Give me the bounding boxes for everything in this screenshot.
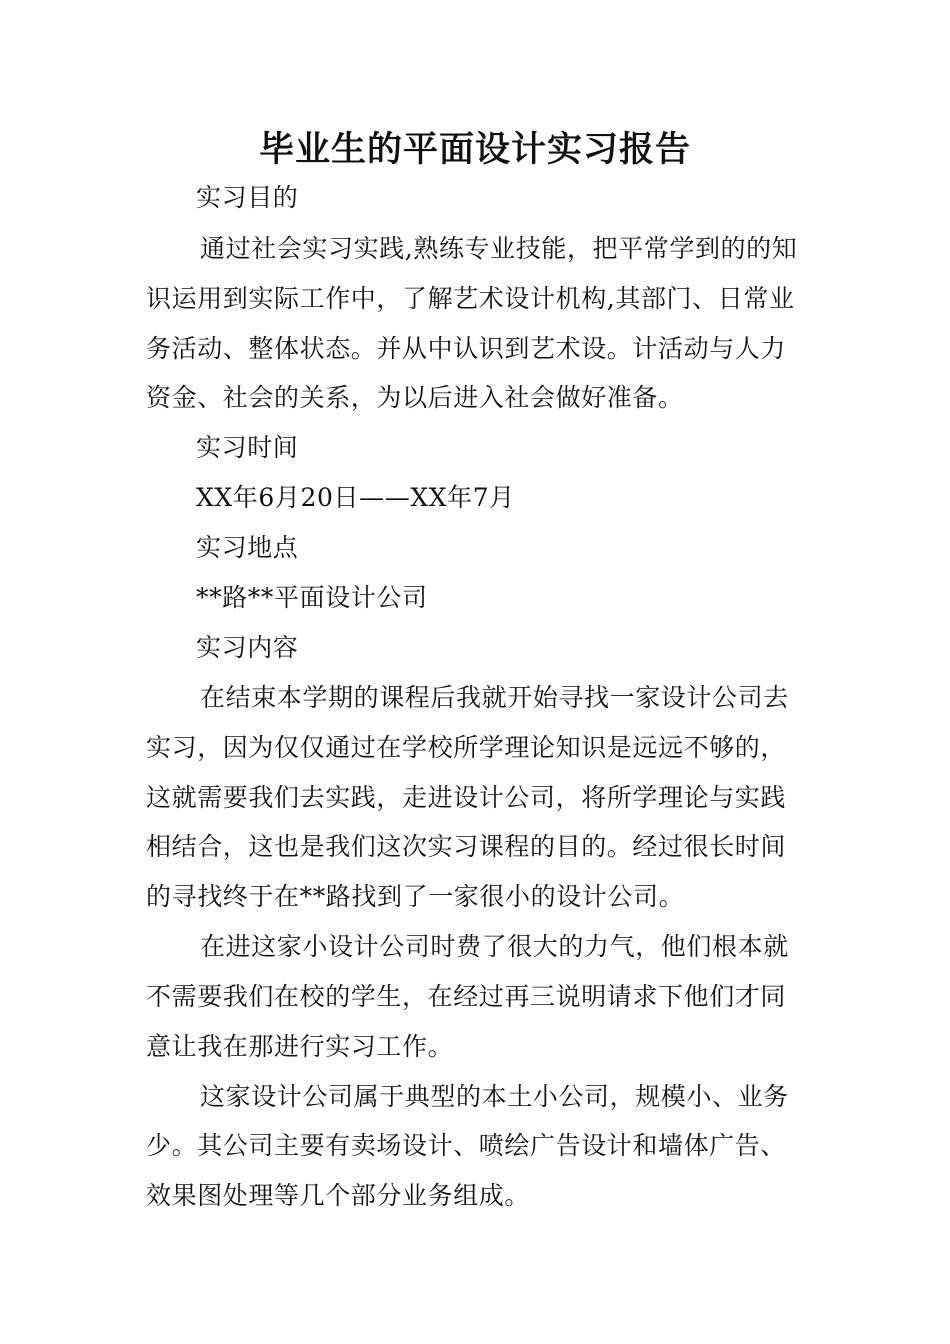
- internship-location: **路**平面设计公司: [196, 583, 428, 612]
- document-title: 毕业生的平面设计实习报告: [258, 130, 691, 170]
- paragraph-line: 资金、社会的关系，为以后进入社会做好准备。: [146, 383, 684, 412]
- paragraph-line: 不需要我们在校的学生，在经过再三说明请求下他们才同: [146, 982, 787, 1011]
- section-heading-time: 实习时间: [196, 433, 299, 462]
- paragraph-line: 通过社会实习实践,熟练专业技能，把平常学到的的知: [200, 234, 798, 263]
- paragraph-line: 在进这家小设计公司时费了很大的力气，他们根本就: [200, 932, 789, 961]
- paragraph-line: 在结束本学期的课程后我就开始寻找一家设计公司去: [200, 683, 789, 712]
- internship-period: XX年6月20日——XX年7月: [196, 483, 515, 512]
- paragraph-line: 实习，因为仅仅通过在学校所学理论知识是远远不够的，: [146, 733, 787, 762]
- paragraph-line: 相结合，这也是我们这次实习课程的目的。经过很长时间: [146, 832, 787, 861]
- paragraph-line: 识运用到实际工作中，了解艺术设计机构,其部门、日常业: [146, 284, 795, 313]
- paragraph-line: 这就需要我们去实践，走进设计公司，将所学理论与实践: [146, 783, 787, 812]
- paragraph-line: 意让我在那进行实习工作。: [146, 1032, 454, 1061]
- paragraph-line: 效果图处理等几个部分业务组成。: [146, 1181, 531, 1210]
- paragraph-line: 少。其公司主要有卖场设计、喷绘广告设计和墙体广告、: [146, 1131, 787, 1160]
- section-heading-content: 实习内容: [196, 633, 299, 662]
- paragraph-line: 的寻找终于在**路找到了一家很小的设计公司。: [146, 882, 685, 911]
- paragraph-line: 这家设计公司属于典型的本土小公司，规模小、业务: [200, 1082, 789, 1111]
- section-heading-location: 实习地点: [196, 533, 299, 562]
- paragraph-line: 务活动、整体状态。并从中认识到艺术设。计活动与人力: [146, 334, 787, 363]
- section-heading-purpose: 实习目的: [196, 183, 299, 212]
